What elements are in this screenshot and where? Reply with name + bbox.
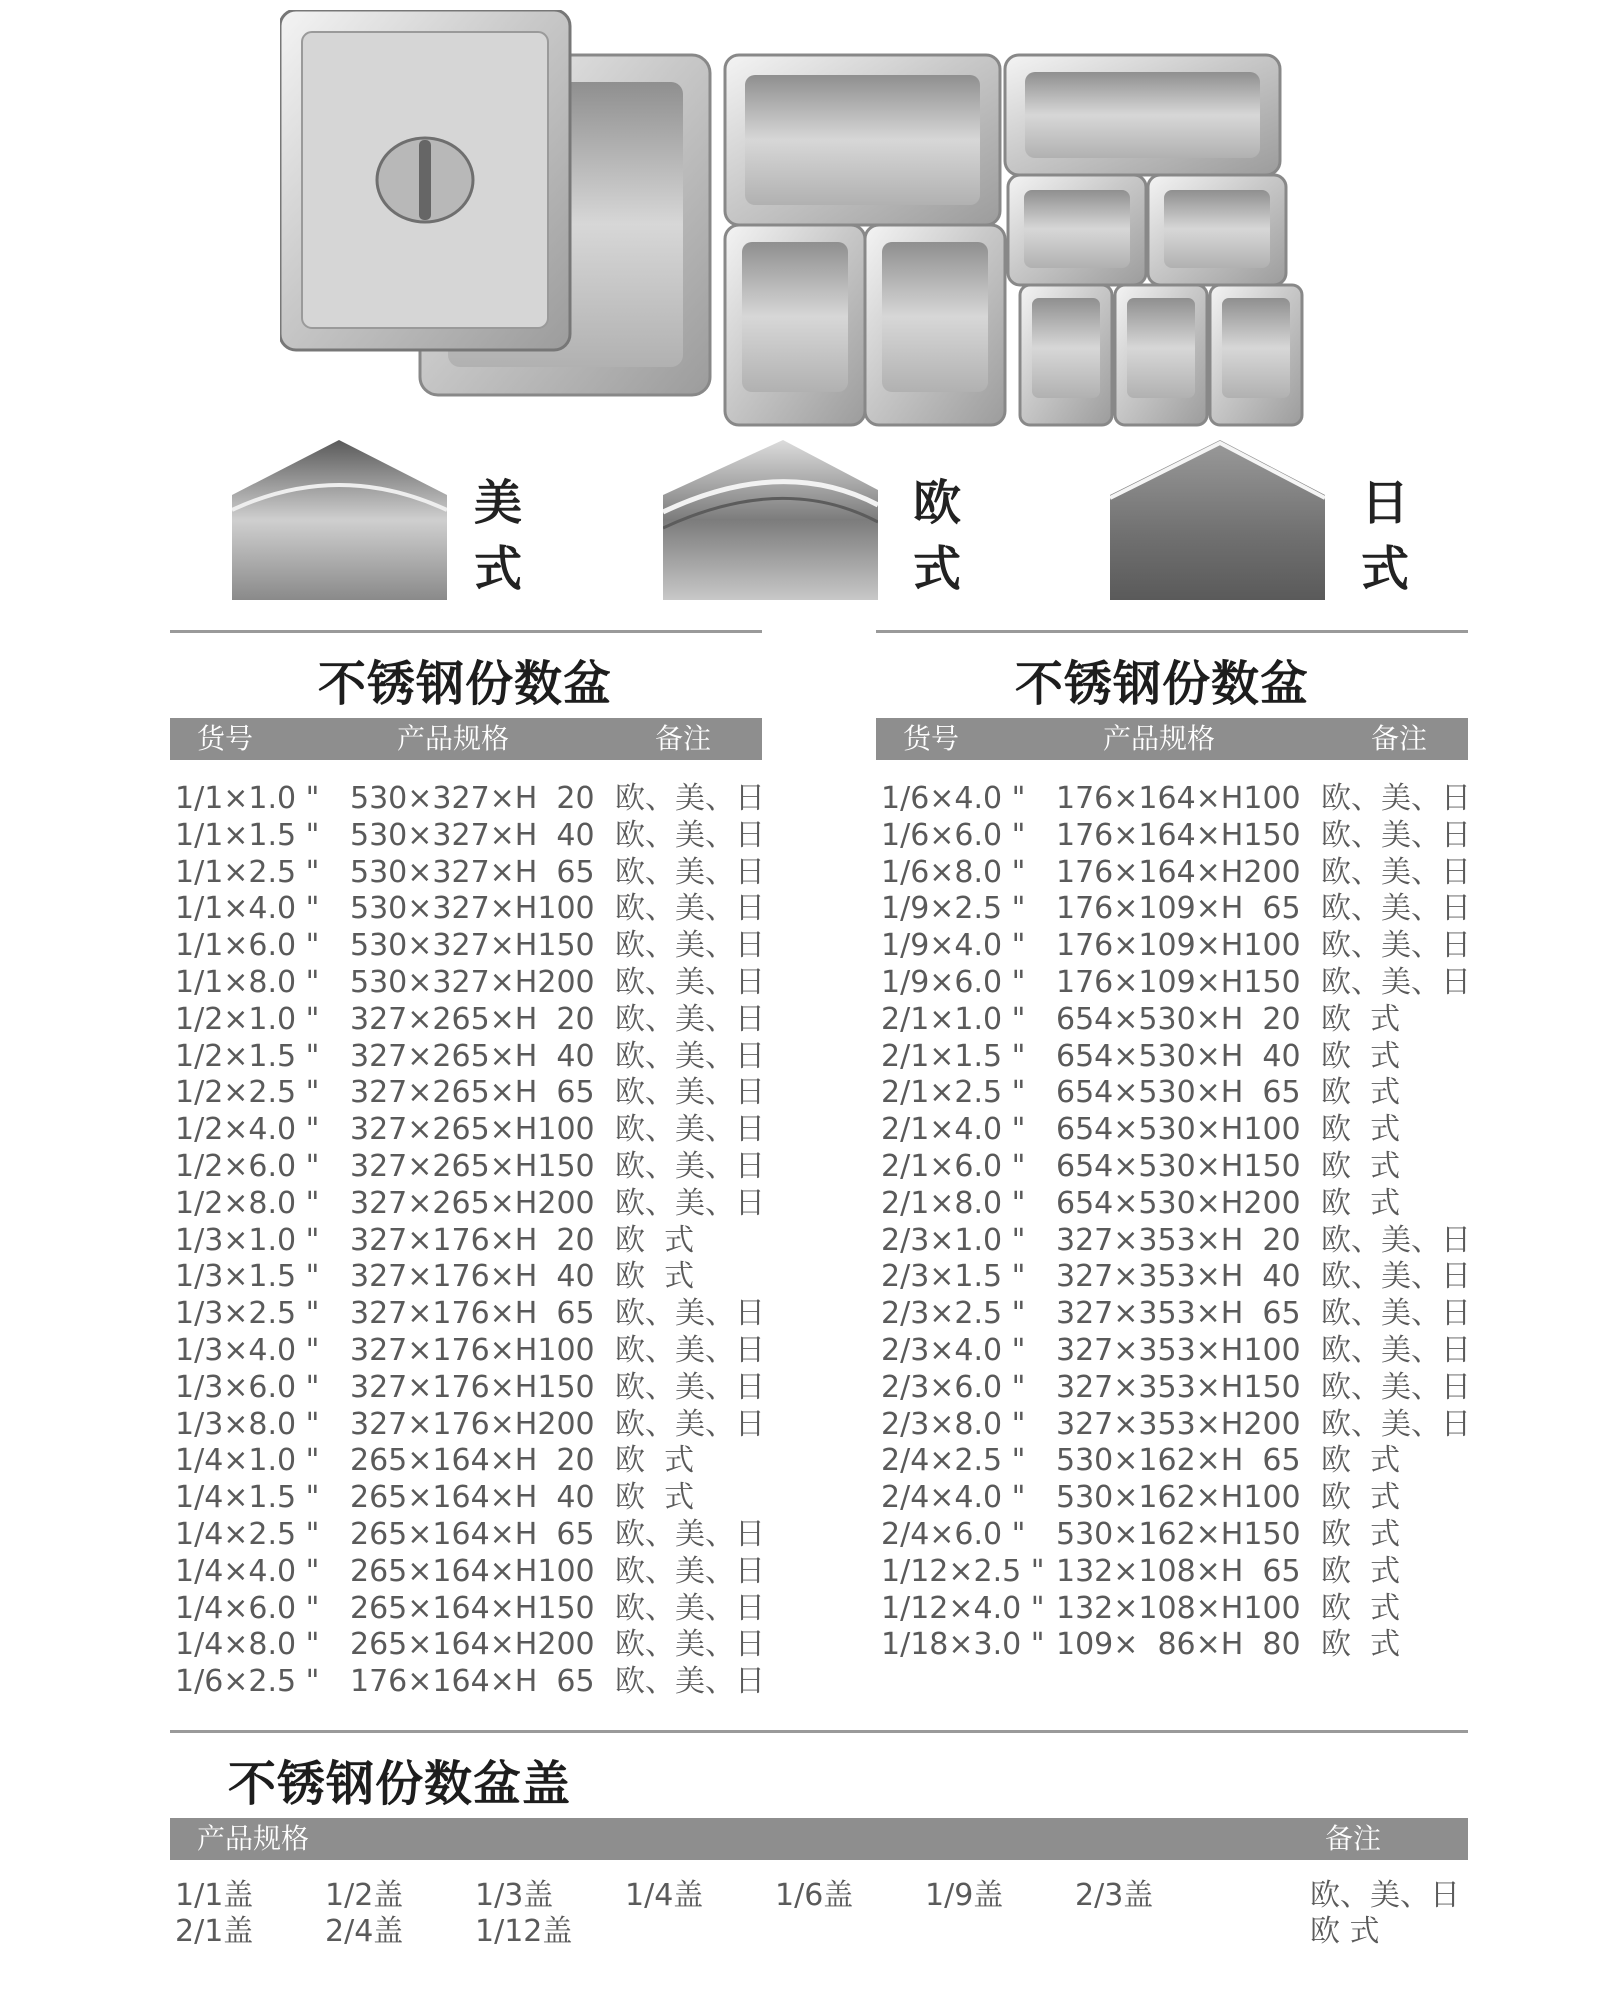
- table-row: [175, 1186, 775, 1223]
- item-note: 欧、美、日: [1321, 964, 1471, 1000]
- item-note: 欧、美、日: [1321, 1406, 1471, 1442]
- table-row: [175, 1296, 775, 1333]
- table-row: [175, 1075, 775, 1112]
- right-table-body: [881, 781, 1481, 1664]
- lid-table-header: [170, 1818, 1468, 1860]
- table-row: [175, 1112, 775, 1149]
- item-spec: 327×265×H150: [350, 1148, 595, 1184]
- american-style-label: 美 式: [473, 475, 522, 597]
- item-code: 1/9×6.0 ": [881, 964, 1026, 1000]
- item-code: 2/3×6.0 ": [881, 1369, 1026, 1405]
- table-row: [175, 1002, 775, 1039]
- table-row: [881, 1186, 1481, 1223]
- table-row: [881, 1517, 1481, 1554]
- item-note: 欧、美、日: [615, 891, 765, 927]
- item-spec: 654×530×H100: [1056, 1112, 1301, 1148]
- left-table-top-rule: [170, 630, 762, 633]
- item-spec: 265×164×H200: [350, 1627, 595, 1663]
- item-spec: 327×353×H 20: [1056, 1222, 1301, 1258]
- table-row: [175, 818, 775, 855]
- lid-spec: 1/6盖: [775, 1878, 854, 1913]
- item-note: 欧 式: [1321, 1443, 1401, 1479]
- table-row: [175, 1333, 775, 1370]
- item-note: 欧、美、日: [1321, 891, 1471, 927]
- item-code: 1/6×6.0 ": [881, 817, 1026, 853]
- table-row: [175, 855, 775, 892]
- item-note: 欧、美、日: [1321, 854, 1471, 890]
- item-code: 1/6×2.5 ": [175, 1664, 320, 1700]
- item-spec: 327×353×H150: [1056, 1369, 1301, 1405]
- item-note: 欧、美、日: [1321, 1259, 1471, 1295]
- table-row: [881, 1407, 1481, 1444]
- item-note: 欧、美、日: [615, 964, 765, 1000]
- item-spec: 265×164×H 20: [350, 1443, 595, 1479]
- right-header-note: 备注: [1371, 722, 1428, 755]
- item-code: 1/3×1.5 ": [175, 1259, 320, 1295]
- item-spec: 327×265×H 20: [350, 1001, 595, 1037]
- item-code: 1/12×4.0 ": [881, 1590, 1045, 1626]
- item-code: 1/12×2.5 ": [881, 1553, 1045, 1589]
- item-spec: 327×353×H 40: [1056, 1259, 1301, 1295]
- table-row: [881, 1480, 1481, 1517]
- item-code: 1/2×6.0 ": [175, 1148, 320, 1184]
- item-spec: 530×327×H150: [350, 928, 595, 964]
- table-row: [881, 1554, 1481, 1591]
- item-code: 1/2×1.0 ": [175, 1001, 320, 1037]
- item-note: 欧、美、日: [615, 1001, 765, 1037]
- item-note: 欧、美、日: [615, 928, 765, 964]
- item-spec: 265×164×H 65: [350, 1516, 595, 1552]
- table-row: [881, 1112, 1481, 1149]
- table-row: [881, 818, 1481, 855]
- table-row: [881, 1591, 1481, 1628]
- item-spec: 530×327×H100: [350, 891, 595, 927]
- item-spec: 132×108×H 65: [1056, 1553, 1301, 1589]
- item-code: 2/1×1.5 ": [881, 1038, 1026, 1074]
- right-header-spec: 产品规格: [1103, 722, 1216, 755]
- item-code: 2/4×2.5 ": [881, 1443, 1026, 1479]
- item-code: 1/2×2.5 ": [175, 1075, 320, 1111]
- lid-spec: 1/4盖: [625, 1878, 704, 1913]
- item-spec: 327×265×H 65: [350, 1075, 595, 1111]
- table-row: [175, 965, 775, 1002]
- item-note: 欧 式: [1321, 1112, 1401, 1148]
- item-note: 欧 式: [1321, 1516, 1401, 1552]
- table-row: [881, 1333, 1481, 1370]
- item-note: 欧 式: [615, 1222, 695, 1258]
- lid-spec: 1/3盖: [475, 1878, 554, 1913]
- lid-spec: 2/4盖: [325, 1914, 404, 1949]
- table-row: [881, 1627, 1481, 1664]
- item-note: 欧、美、日: [615, 781, 765, 816]
- item-code: 2/1×2.5 ": [881, 1075, 1026, 1111]
- lid-table-title: 不锈钢份数盆盖: [228, 1756, 572, 1812]
- lid-row: [175, 1914, 1475, 1950]
- item-spec: 176×164×H100: [1056, 781, 1301, 816]
- item-code: 1/4×6.0 ": [175, 1590, 320, 1626]
- table-row: [175, 1407, 775, 1444]
- item-note: 欧 式: [615, 1480, 695, 1516]
- item-code: 2/1×8.0 ": [881, 1185, 1026, 1221]
- table-row: [175, 891, 775, 928]
- item-code: 1/4×1.0 ": [175, 1443, 320, 1479]
- item-code: 1/1×2.5 ": [175, 854, 320, 890]
- lid-table-body: [175, 1878, 1475, 1950]
- lid-header-note: 备注: [1325, 1822, 1382, 1855]
- lid-spec: 2/1盖: [175, 1914, 254, 1949]
- table-row: [881, 1039, 1481, 1076]
- item-code: 1/6×8.0 ": [881, 854, 1026, 890]
- item-spec: 176×164×H200: [1056, 854, 1301, 890]
- item-note: 欧 式: [1321, 1038, 1401, 1074]
- right-header-code: 货号: [903, 722, 960, 755]
- item-code: 1/1×1.0 ": [175, 781, 320, 816]
- item-code: 2/3×8.0 ": [881, 1406, 1026, 1442]
- lid-table-top-rule: [170, 1730, 1468, 1733]
- item-spec: 327×265×H200: [350, 1185, 595, 1221]
- item-note: 欧 式: [1321, 1075, 1401, 1111]
- european-style-corner-image: [663, 440, 878, 600]
- item-note: 欧 式: [615, 1443, 695, 1479]
- item-code: 1/3×4.0 ": [175, 1332, 320, 1368]
- item-spec: 654×530×H150: [1056, 1148, 1301, 1184]
- lid-note: 欧 式: [1310, 1914, 1380, 1949]
- item-spec: 327×176×H 40: [350, 1259, 595, 1295]
- item-note: 欧 式: [1321, 1627, 1401, 1663]
- item-code: 1/4×8.0 ": [175, 1627, 320, 1663]
- table-row: [881, 1370, 1481, 1407]
- item-code: 1/3×8.0 ": [175, 1406, 320, 1442]
- item-spec: 327×176×H 65: [350, 1296, 595, 1332]
- item-code: 2/4×4.0 ": [881, 1480, 1026, 1516]
- lid-spec: 1/1盖: [175, 1878, 254, 1913]
- item-code: 1/1×1.5 ": [175, 817, 320, 853]
- item-spec: 530×162×H 65: [1056, 1443, 1301, 1479]
- item-note: 欧 式: [1321, 1480, 1401, 1516]
- item-note: 欧、美、日: [615, 1406, 765, 1442]
- item-spec: 654×530×H 40: [1056, 1038, 1301, 1074]
- left-header-spec: 产品规格: [397, 722, 510, 755]
- item-note: 欧、美、日: [615, 1185, 765, 1221]
- item-note: 欧、美、日: [1321, 781, 1471, 816]
- item-note: 欧、美、日: [615, 1369, 765, 1405]
- item-note: 欧 式: [1321, 1148, 1401, 1184]
- item-code: 1/2×8.0 ": [175, 1185, 320, 1221]
- lid-spec: 2/3盖: [1075, 1878, 1154, 1913]
- left-table-title: 不锈钢份数盆: [318, 656, 613, 712]
- right-table-header: [876, 718, 1468, 760]
- table-row: [881, 1223, 1481, 1260]
- left-table-body: [175, 781, 775, 1701]
- item-spec: 654×530×H 65: [1056, 1075, 1301, 1111]
- item-spec: 654×530×H200: [1056, 1185, 1301, 1221]
- item-code: 2/4×6.0 ": [881, 1516, 1026, 1552]
- item-spec: 176×109×H150: [1056, 964, 1301, 1000]
- item-note: 欧 式: [1321, 1590, 1401, 1626]
- left-header-note: 备注: [655, 722, 712, 755]
- item-spec: 327×353×H100: [1056, 1332, 1301, 1368]
- item-code: 1/4×2.5 ": [175, 1516, 320, 1552]
- item-note: 欧、美、日: [615, 1112, 765, 1148]
- item-note: 欧、美、日: [615, 1590, 765, 1626]
- lid-spec: 1/9盖: [925, 1878, 1004, 1913]
- item-code: 2/3×2.5 ": [881, 1296, 1026, 1332]
- table-row: [881, 891, 1481, 928]
- item-spec: 265×164×H150: [350, 1590, 595, 1626]
- table-row: [175, 1223, 775, 1260]
- table-row: [881, 781, 1481, 818]
- item-spec: 109× 86×H 80: [1056, 1627, 1301, 1663]
- table-row: [881, 1443, 1481, 1480]
- item-spec: 654×530×H 20: [1056, 1001, 1301, 1037]
- item-spec: 530×327×H 40: [350, 817, 595, 853]
- lid-header-spec: 产品规格: [197, 1822, 310, 1855]
- lid-row: [175, 1878, 1475, 1914]
- item-spec: 176×164×H150: [1056, 817, 1301, 853]
- table-row: [881, 928, 1481, 965]
- item-spec: 530×162×H100: [1056, 1480, 1301, 1516]
- item-code: 1/2×4.0 ": [175, 1112, 320, 1148]
- item-note: 欧 式: [1321, 1001, 1401, 1037]
- table-row: [175, 1554, 775, 1591]
- item-code: 2/3×4.0 ": [881, 1332, 1026, 1368]
- table-row: [175, 1517, 775, 1554]
- item-spec: 327×176×H200: [350, 1406, 595, 1442]
- lid-spec: 1/2盖: [325, 1878, 404, 1913]
- item-note: 欧、美、日: [615, 1296, 765, 1332]
- japanese-style-label: 日 式: [1360, 475, 1409, 597]
- lid-note: 欧、美、日: [1310, 1878, 1460, 1913]
- item-spec: 327×265×H100: [350, 1112, 595, 1148]
- japanese-style-corner-image: [1110, 440, 1325, 600]
- item-spec: 327×353×H200: [1056, 1406, 1301, 1442]
- item-code: 1/3×2.5 ": [175, 1296, 320, 1332]
- table-row: [175, 1443, 775, 1480]
- item-note: 欧 式: [615, 1259, 695, 1295]
- item-code: 1/4×4.0 ": [175, 1553, 320, 1589]
- item-spec: 327×265×H 40: [350, 1038, 595, 1074]
- gastronorm-pans-photo: [280, 10, 1330, 430]
- item-code: 2/1×1.0 ": [881, 1001, 1026, 1037]
- table-row: [881, 965, 1481, 1002]
- item-spec: 327×176×H150: [350, 1369, 595, 1405]
- item-note: 欧、美、日: [1321, 928, 1471, 964]
- table-row: [175, 1039, 775, 1076]
- item-spec: 176×109×H100: [1056, 928, 1301, 964]
- left-table-header: [170, 718, 762, 760]
- table-row: [175, 781, 775, 818]
- table-row: [175, 1149, 775, 1186]
- table-row: [881, 855, 1481, 892]
- table-row: [175, 1480, 775, 1517]
- table-row: [175, 1259, 775, 1296]
- right-table-top-rule: [876, 630, 1468, 633]
- item-note: 欧、美、日: [615, 1664, 765, 1700]
- item-code: 1/6×4.0 ": [881, 781, 1026, 816]
- item-spec: 530×327×H 65: [350, 854, 595, 890]
- table-row: [175, 1664, 775, 1701]
- american-style-corner-image: [232, 440, 447, 600]
- table-row: [175, 1627, 775, 1664]
- item-code: 1/3×1.0 ": [175, 1222, 320, 1258]
- item-note: 欧、美、日: [615, 1516, 765, 1552]
- item-note: 欧、美、日: [615, 817, 765, 853]
- item-note: 欧、美、日: [1321, 1296, 1471, 1332]
- item-spec: 327×176×H 20: [350, 1222, 595, 1258]
- item-code: 1/9×4.0 ": [881, 928, 1026, 964]
- item-code: 1/4×1.5 ": [175, 1480, 320, 1516]
- item-note: 欧 式: [1321, 1185, 1401, 1221]
- item-code: 1/1×6.0 ": [175, 928, 320, 964]
- item-note: 欧、美、日: [615, 1148, 765, 1184]
- item-note: 欧、美、日: [615, 1627, 765, 1663]
- item-code: 1/9×2.5 ": [881, 891, 1026, 927]
- item-spec: 132×108×H100: [1056, 1590, 1301, 1626]
- item-spec: 530×162×H150: [1056, 1516, 1301, 1552]
- lid-spec: 1/12盖: [475, 1914, 573, 1949]
- item-code: 1/1×8.0 ": [175, 964, 320, 1000]
- item-code: 1/2×1.5 ": [175, 1038, 320, 1074]
- item-spec: 530×327×H 20: [350, 781, 595, 816]
- left-header-code: 货号: [197, 722, 254, 755]
- item-code: 1/1×4.0 ": [175, 891, 320, 927]
- item-spec: 327×353×H 65: [1056, 1296, 1301, 1332]
- item-spec: 530×327×H200: [350, 964, 595, 1000]
- item-spec: 265×164×H 40: [350, 1480, 595, 1516]
- item-note: 欧 式: [1321, 1553, 1401, 1589]
- item-note: 欧、美、日: [615, 1553, 765, 1589]
- item-code: 1/18×3.0 ": [881, 1627, 1045, 1663]
- item-spec: 327×176×H100: [350, 1332, 595, 1368]
- item-note: 欧、美、日: [615, 854, 765, 890]
- item-spec: 176×164×H 65: [350, 1664, 595, 1700]
- item-note: 欧、美、日: [1321, 1369, 1471, 1405]
- item-code: 2/3×1.0 ": [881, 1222, 1026, 1258]
- item-code: 2/1×4.0 ": [881, 1112, 1026, 1148]
- item-code: 2/3×1.5 ": [881, 1259, 1026, 1295]
- table-row: [175, 1370, 775, 1407]
- item-note: 欧、美、日: [1321, 1222, 1471, 1258]
- table-row: [881, 1259, 1481, 1296]
- item-note: 欧、美、日: [615, 1332, 765, 1368]
- table-row: [175, 1591, 775, 1628]
- table-row: [881, 1075, 1481, 1112]
- item-note: 欧、美、日: [615, 1038, 765, 1074]
- table-row: [881, 1296, 1481, 1333]
- right-table-title: 不锈钢份数盆: [1015, 656, 1310, 712]
- item-note: 欧、美、日: [615, 1075, 765, 1111]
- item-note: 欧、美、日: [1321, 817, 1471, 853]
- table-row: [881, 1149, 1481, 1186]
- item-spec: 265×164×H100: [350, 1553, 595, 1589]
- table-row: [881, 1002, 1481, 1039]
- item-code: 2/1×6.0 ": [881, 1148, 1026, 1184]
- item-spec: 176×109×H 65: [1056, 891, 1301, 927]
- item-note: 欧、美、日: [1321, 1332, 1471, 1368]
- european-style-label: 欧 式: [912, 475, 961, 597]
- table-row: [175, 928, 775, 965]
- item-code: 1/3×6.0 ": [175, 1369, 320, 1405]
